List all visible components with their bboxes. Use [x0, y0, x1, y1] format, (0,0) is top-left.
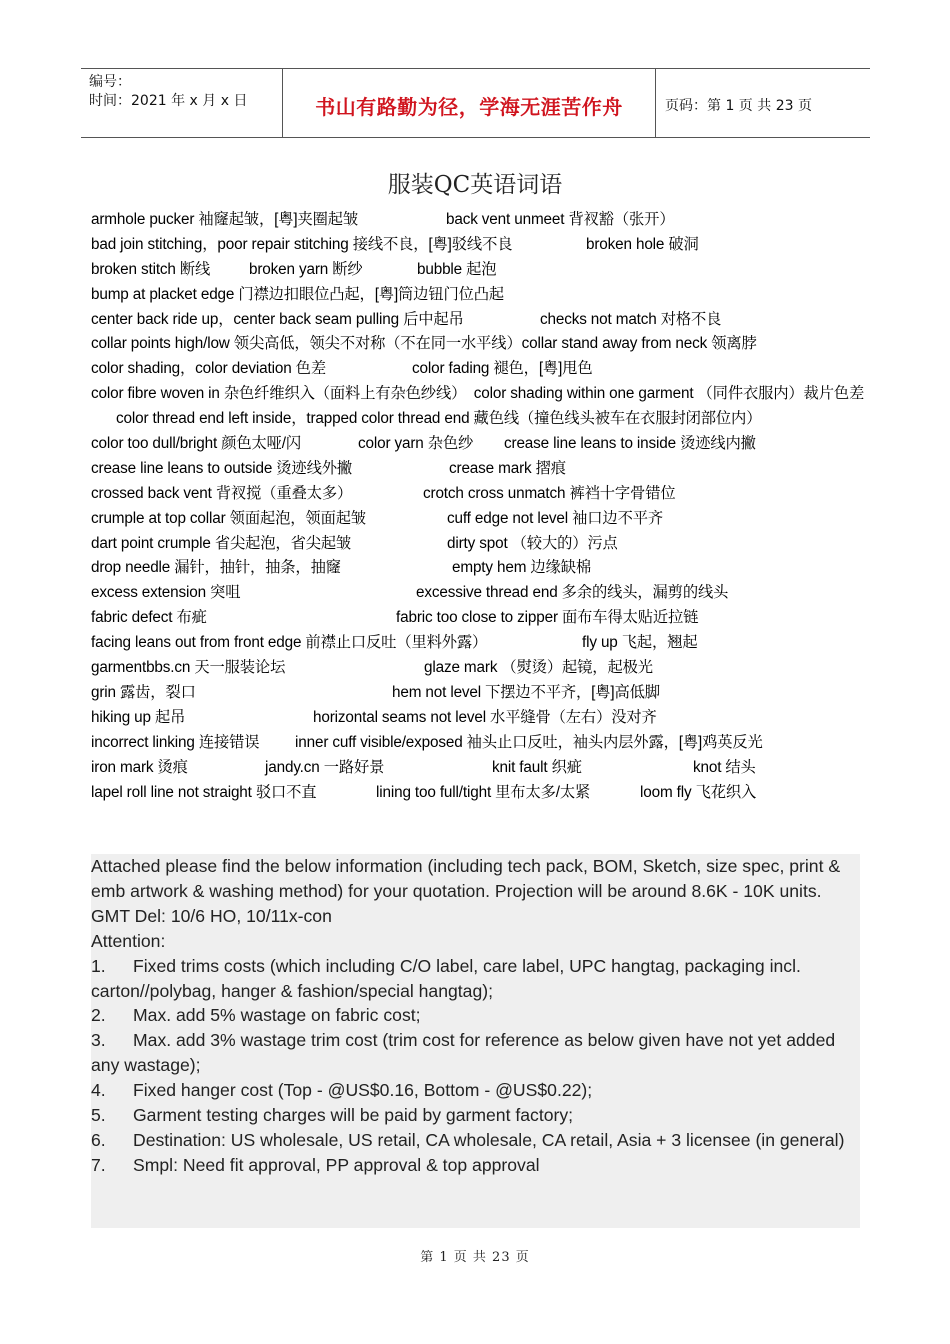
- glossary-term: hem not level 下摆边不平齐，[粤]高低脚: [392, 683, 660, 701]
- date-label: 时间：2021 年 x 月 x 日: [89, 93, 248, 109]
- note-item: [91, 954, 860, 1004]
- glossary-term: dirty spot （较大的）污点: [447, 534, 618, 552]
- glossary-line: [91, 631, 866, 656]
- glossary-line: [91, 507, 866, 532]
- glossary-line: [91, 357, 866, 382]
- glossary-term: fly up 飞起，翘起: [582, 634, 698, 652]
- glossary-line: [91, 332, 866, 357]
- glossary-term: inner cuff visible/exposed 袖头止口反吐，袖头内层外露，[粤]鸡英反光: [295, 733, 763, 751]
- glossary-term: color too dull/bright 颜色太哑/闪: [91, 435, 302, 453]
- glossary-term: excessive thread end 多余的线头，漏剪的线头: [416, 584, 729, 602]
- note-item-number: 6.: [91, 1129, 106, 1150]
- note-item-number: 4.: [91, 1080, 106, 1101]
- glossary-term: crotch cross unmatch 裤裆十字骨错位: [423, 484, 676, 502]
- glossary-term: center back ride up，center back seam pulling 后中起吊: [91, 310, 464, 328]
- glossary-term: lapel roll line not straight 驳口不直: [91, 783, 317, 801]
- note-item-text: Max. add 3% wastage trim cost (trim cost for reference as below given have not yet added any wastage);: [91, 1030, 836, 1076]
- glossary-term: color fibre woven in 杂色纤维织入（面料上有杂色纱线） color shading within one garment （同件衣服内）裁片色差: [91, 385, 865, 403]
- glossary-line: [91, 432, 866, 457]
- glossary-line: [91, 681, 866, 706]
- note-item-text: Garment testing charges will be paid by garment factory;: [133, 1105, 574, 1126]
- note-item-text: Fixed trims costs (which including C/O label, care label, UPC hangtag, packaging incl. carton//polybag, hanger & fashion/special hangtag);: [91, 955, 801, 1001]
- glossary-term: collar points high/low 领尖高低，领尖不对称（不在同一水平线）collar stand away from neck 领离脖: [91, 335, 757, 353]
- glossary-line: [91, 781, 866, 806]
- glossary-term: crease line leans to outside 烫迹线外撇: [91, 459, 353, 477]
- note-item-text: Fixed hanger cost (Top - @US$0.16, Bottom - @US$0.22);: [133, 1080, 593, 1101]
- page-header: [81, 68, 870, 138]
- glossary-term: excess extension 突咀: [91, 584, 241, 602]
- note-gmt-delivery: GMT Del: 10/6 HO, 10/11x-con: [91, 905, 332, 926]
- note-item: [91, 1128, 860, 1153]
- glossary-line: [91, 208, 866, 233]
- note-item-text: Max. add 5% wastage on fabric cost;: [133, 1005, 421, 1026]
- header-page-info: 页码：第 1 页 共 23 页: [665, 98, 812, 114]
- note-item-text: Smpl: Need fit approval, PP approval & top approval: [133, 1154, 540, 1175]
- note-item-number: 7.: [91, 1154, 106, 1175]
- note-item-number: 1.: [91, 955, 106, 976]
- glossary-line: [91, 656, 866, 681]
- glossary-line: [91, 407, 866, 432]
- glossary-term: fabric too close to zipper 面布车得太贴近拉链: [396, 609, 699, 627]
- glossary-term: fabric defect 布疵: [91, 609, 207, 627]
- glossary-term: lining too full/tight 里布太多/太紧: [376, 783, 591, 801]
- note-item-number: 3.: [91, 1030, 106, 1051]
- glossary-line: [91, 532, 866, 557]
- note-intro: Attached please find the below information (including tech pack, BOM, Sketch, size spec, print & emb artwork & washing method) for your quotation. Projection will be around 8.6K - 10K units.: [91, 856, 841, 901]
- document-title: 服装QC英语词语: [387, 172, 563, 198]
- header-meta: [81, 69, 282, 137]
- glossary-line: [91, 258, 866, 283]
- glossary-term: hiking up 起吊: [91, 708, 186, 726]
- glossary-term: bubble 起泡: [417, 260, 497, 278]
- glossary-term: garmentbbs.cn 天一服装论坛: [91, 659, 286, 677]
- note-item: [91, 1078, 860, 1103]
- glossary-term: crease line leans to inside 烫迹线内撇: [504, 435, 756, 453]
- glossary-line: [91, 482, 866, 507]
- glossary-line: [91, 706, 866, 731]
- glossary-line: [91, 756, 866, 781]
- glossary-line: [91, 556, 866, 581]
- note-attention: Attention:: [91, 930, 166, 951]
- glossary-term: dart point crumple 省尖起泡，省尖起皱: [91, 534, 352, 552]
- glossary-term: color fading 褪色，[粤]甩色: [412, 360, 593, 378]
- note-item-number: 2.: [91, 1005, 106, 1026]
- glossary-term: empty hem 边缘缺棉: [452, 559, 592, 577]
- glossary-term: broken hole 破洞: [586, 235, 699, 253]
- glossary-term: iron mark 烫痕: [91, 758, 188, 776]
- glossary-term: back vent unmeet 背衩豁（张开）: [446, 211, 675, 228]
- glossary-term: broken yarn 断纱: [249, 260, 363, 278]
- glossary-term: crossed back vent 背衩搅（重叠太多）: [91, 484, 353, 502]
- glossary-line: [91, 233, 866, 258]
- glossary-term: checks not match 对格不良: [540, 310, 722, 328]
- glossary-line: [91, 581, 866, 606]
- glossary-term: loom fly 飞花织入: [640, 783, 757, 801]
- glossary-term: glaze mark （熨烫）起镜，起极光: [424, 659, 653, 677]
- glossary-term: crease mark 摺痕: [449, 459, 566, 477]
- glossary-term: grin 露齿，裂口: [91, 683, 196, 701]
- glossary-line: [91, 731, 866, 756]
- glossary-term: crumple at top collar 领面起泡，领面起皱: [91, 509, 367, 527]
- glossary-term: knot 结头: [693, 758, 756, 776]
- glossary-term: drop needle 漏针，抽针，抽条，抽窿: [91, 559, 341, 577]
- glossary-line: [91, 283, 866, 308]
- glossary-term: armhole pucker 袖窿起皱，[粤]夹圈起皱: [91, 211, 359, 228]
- number-label: 编号：: [89, 74, 131, 90]
- glossary-term: incorrect linking 连接错误: [91, 733, 260, 751]
- note-item: [91, 1153, 860, 1178]
- header-motto: 书山有路勤为径，学海无涯苦作舟: [282, 69, 656, 137]
- quotation-note: [91, 854, 860, 1228]
- glossary-term: facing leans out from front edge 前襟止口反吐（里料外露）: [91, 634, 488, 652]
- glossary-term: knit fault 织疵: [492, 758, 582, 776]
- note-item: [91, 1103, 860, 1128]
- glossary-line: [91, 382, 866, 407]
- glossary-term: cuff edge not level 袖口边不平齐: [447, 509, 664, 527]
- glossary: [91, 208, 866, 805]
- glossary-term: color shading，color deviation 色差: [91, 360, 326, 378]
- glossary-term: bump at placket edge 门襟边扣眼位凸起，[粤]筒边钮门位凸起: [91, 285, 505, 303]
- glossary-term: jandy.cn 一路好景: [265, 758, 385, 776]
- note-item: [91, 1028, 860, 1078]
- note-item-text: Destination: US wholesale, US retail, CA wholesale, CA retail, Asia + 3 licensee (in general): [133, 1129, 845, 1150]
- glossary-line: [91, 457, 866, 482]
- glossary-term: bad join stitching，poor repair stitching 接线不良，[粤]驳线不良: [91, 235, 513, 253]
- glossary-term: color thread end left inside，trapped color thread end 藏色线（撞色线头被车在衣服封闭部位内）: [116, 410, 762, 428]
- note-item-number: 5.: [91, 1105, 106, 1126]
- glossary-line: [91, 308, 866, 333]
- page-footer: 第 1 页 共 23 页: [420, 1250, 530, 1265]
- glossary-term: broken stitch 断线: [91, 260, 211, 278]
- glossary-term: color yarn 杂色纱: [358, 435, 474, 453]
- glossary-line: [91, 606, 866, 631]
- glossary-term: horizontal seams not level 水平缝骨（左右）没对齐: [313, 708, 657, 726]
- note-item: [91, 1003, 860, 1028]
